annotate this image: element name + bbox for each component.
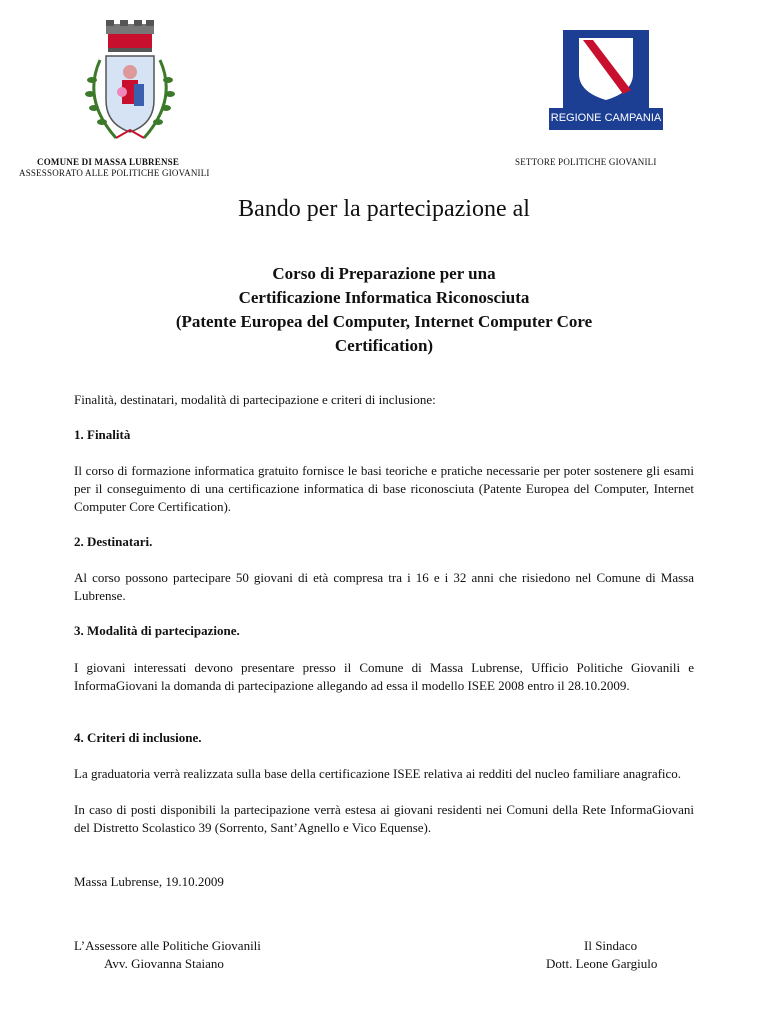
place-date: Massa Lubrense, 19.10.2009	[74, 874, 224, 889]
section-text-destinatari: Al corso possono partecipare 50 giovani di età compresa tra i 16 e i 32 anni che risiedono nel Comune di Massa Lubrense.	[74, 570, 694, 603]
section-text-criteri-extension: In caso di posti disponibili la partecipazione verrà estesa ai giovani residenti nei Comuni della Rete InformaGiovani del Distretto Scolastico 39 (Sorrento, Sant’Agnello e Vico Equense).	[74, 802, 694, 835]
section-heading-finalita: 1. Finalità	[74, 427, 131, 442]
section-heading-criteri: 4. Criteri di inclusione.	[74, 730, 202, 745]
course-title-line2: Certificazione Informatica Riconosciuta	[238, 288, 530, 307]
section-text-criteri: La graduatoria verrà realizzata sulla base della certificazione ISEE relativa ai redditi del nucleo familiare anagrafico.	[74, 766, 682, 781]
region-logo-text: REGIONE CAMPANIA	[550, 112, 662, 124]
header-sector-name: SETTORE POLITICHE GIOVANILI	[515, 157, 657, 167]
signature-right-name: Dott. Leone Gargiulo	[546, 956, 658, 971]
course-title-line3: (Patente Europea del Computer, Internet Computer Core	[175, 312, 593, 331]
signature-left-role: L’Assessore alle Politiche Giovanili	[74, 938, 261, 953]
course-title	[100, 262, 668, 358]
course-title-line4: Certification)	[334, 336, 434, 355]
section-heading-modalita: 3. Modalità di partecipazione.	[74, 623, 240, 638]
signature-left-name: Avv. Giovanna Staiano	[104, 956, 224, 971]
section-text-finalita: Il corso di formazione informatica gratuito fornisce le basi teoriche e pratiche necessarie per poter sostenere gli esami per il conseguimento di una certificazione informatica di base riconosciuta (Patente Europea del Computer, Internet Computer Core Certification).	[74, 463, 694, 514]
section-text-modalita: I giovani interessati devono presentare presso il Comune di Massa Lubrense, Ufficio Politiche Giovanili e InformaGiovani la domanda di partecipazione allegando ad essa il modello ISEE 2008 entro il 28.10.2009.	[74, 660, 694, 693]
region-campania-logo	[549, 30, 663, 134]
course-title-line1: Corso di Preparazione per una	[272, 264, 496, 283]
section-heading-destinatari: 2. Destinatari.	[74, 534, 153, 549]
document-title: Bando per la partecipazione al	[238, 196, 530, 222]
municipal-crest-logo	[76, 20, 184, 148]
intro-line: Finalità, destinatari, modalità di partecipazione e criteri di inclusione:	[74, 392, 436, 407]
signature-right-role: Il Sindaco	[584, 938, 638, 953]
header-municipality-name: COMUNE DI MASSA LUBRENSE	[37, 157, 180, 167]
header-department-name: ASSESSORATO ALLE POLITICHE GIOVANILI	[19, 168, 210, 178]
